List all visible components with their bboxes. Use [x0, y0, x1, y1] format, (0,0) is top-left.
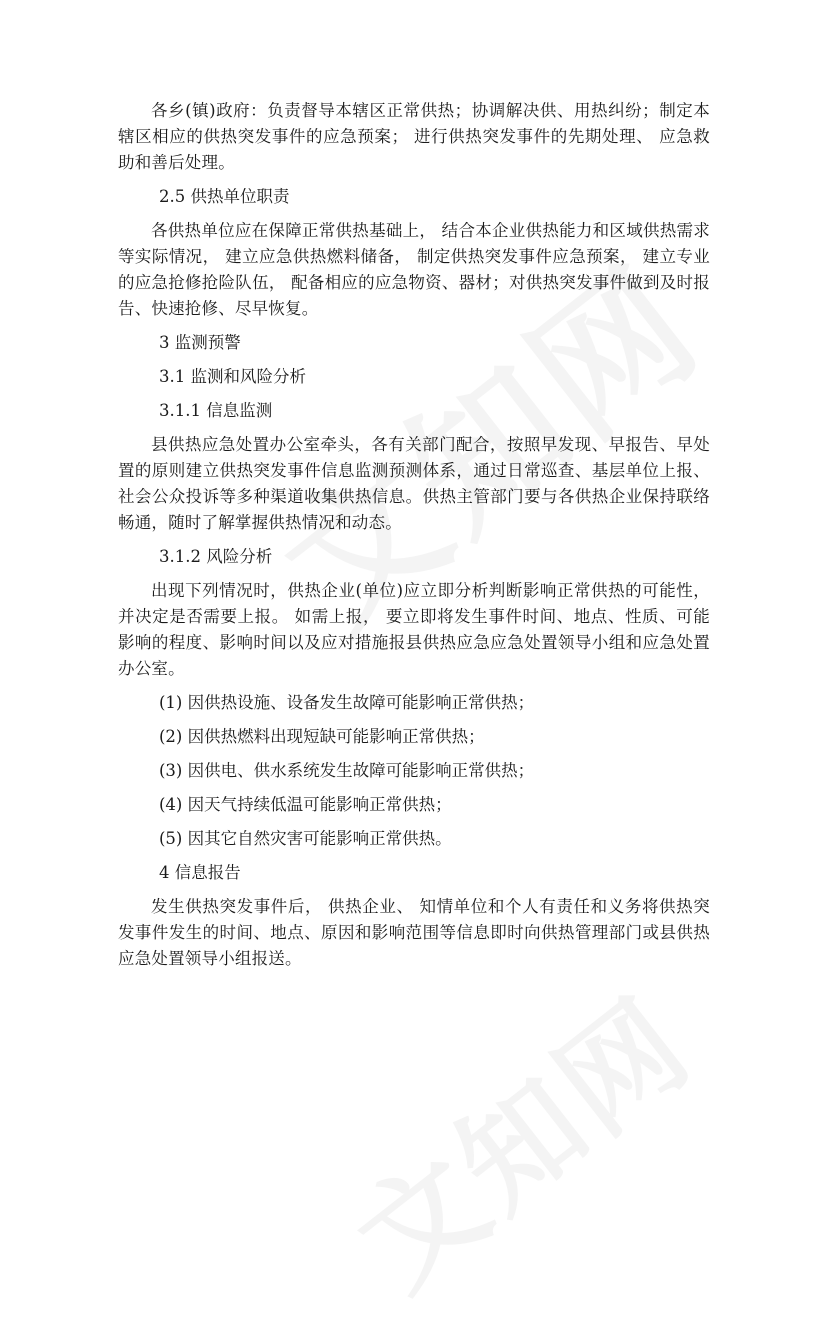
heading-3-1-2: 3.1.2 风险分析	[159, 547, 273, 566]
heading-3-1: 3.1 监测和风险分析	[159, 367, 306, 386]
paragraph-township-duties: 各乡(镇)政府：负责督导本辖区正常供热；协调解决供、用热纠纷；制定本辖区相应的供热突发事件的应急预案； 进行供热突发事件的先期处理、 应急救助和善后处理。	[118, 101, 710, 172]
paragraph-info-monitoring: 县供热应急处置办公室牵头，各有关部门配合，按照早发现、早报告、早处置的原则建立供热突发事件信息监测预测体系，通过日常巡查、基层单位上报、社会公众投诉等多种渠道收集供热信息。供热主管部门要与各供热企业保持联络畅通，随时了解掌握供热情况和动态。	[118, 435, 710, 532]
heading-3: 3 监测预警	[159, 333, 241, 352]
paragraph-info-report: 发生供热突发事件后， 供热企业、 知情单位和个人有责任和义务将供热突发事件发生的时间、地点、原因和影响范围等信息即时向供热管理部门或县供热应急处置领导小组报送。	[118, 897, 710, 968]
list-item: (1) 因供热设施、设备发生故障可能影响正常供热；	[159, 693, 535, 712]
list-item: (4) 因天气持续低温可能影响正常供热；	[159, 795, 452, 814]
paragraph-heating-unit-duties: 各供热单位应在保障正常供热基础上， 结合本企业供热能力和区域供热需求等实际情况， 建立应急供热燃料储备， 制定供热突发事件应急预案， 建立专业的应急抢修抢险队伍， 配备相应的应急物资、器材；对供热突发事件做到及时报告、快速抢修、尽早恢复。	[118, 221, 710, 318]
list-item: (2) 因供热燃料出现短缺可能影响正常供热；	[159, 727, 485, 746]
list-item: (3) 因供电、供水系统发生故障可能影响正常供热；	[159, 761, 535, 780]
heading-4: 4 信息报告	[159, 863, 241, 882]
watermark	[317, 952, 721, 1320]
list-item: (5) 因其它自然灾害可能影响正常供热。	[159, 829, 452, 848]
heading-3-1-1: 3.1.1 信息监测	[159, 401, 273, 420]
paragraph-risk-analysis: 出现下列情况时，供热企业(单位)应立即分析判断影响正常供热的可能性，并决定是否需要上报。 如需上报， 要立即将发生事件时间、地点、性质、可能影响的程度、影响时间以及应对措施报县供热应急应急处置领导小组和应急处置办公室。	[118, 581, 710, 678]
heading-2-5: 2.5 供热单位职责	[159, 187, 290, 206]
document-body	[118, 98, 710, 974]
